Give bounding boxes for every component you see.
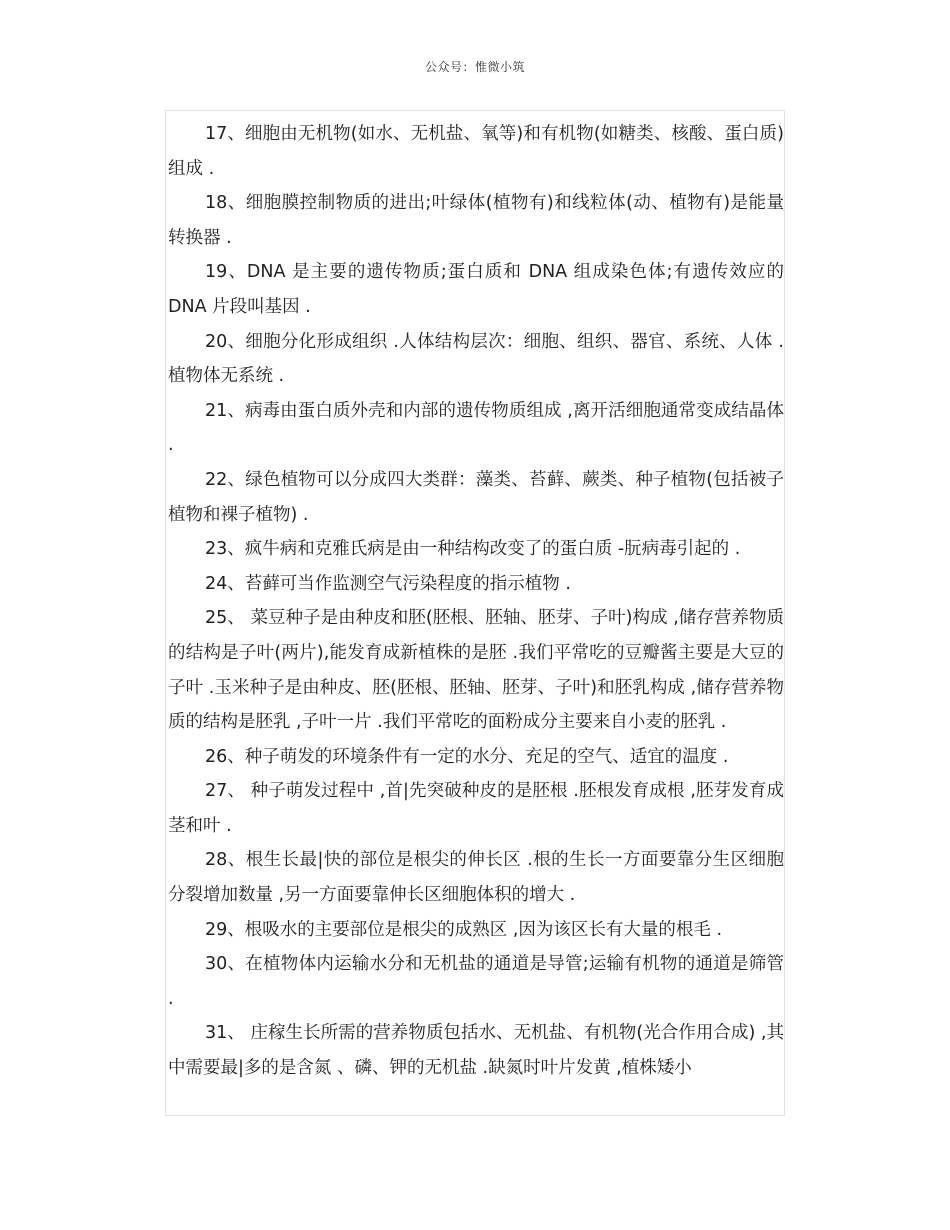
paragraph-list [168, 117, 784, 1086]
paragraph-29: 29、根吸水的主要部位是根尖的成熟区 ,因为该区长有大量的根毛 . [205, 919, 723, 940]
paragraph-24: 24、苔藓可当作监测空气污染程度的指示植物 . [205, 573, 571, 594]
content-box [165, 110, 785, 1116]
paragraph-18: 18、细胞膜控制物质的进出;叶绿体(植物有)和线粒体(动、植物有)是能量转换器 . [168, 193, 784, 248]
paragraph-31: 31、 庄稼生长所需的营养物质包括水、无机盐、有机物(光合作用合成) ,其中需要最|多的是含氮 、磷、钾的无机盐 .缺氮时叶片发黄 ,植株矮小 [168, 1023, 784, 1079]
paragraph-27: 27、 种子萌发过程中 ,首|先突破种皮的是胚根 .胚根发育成根 ,胚芽发育成茎和叶 . [168, 781, 784, 836]
paragraph-22: 22、绿色植物可以分成四大类群：藻类、苔藓、蕨类、种子植物(包括被子植物和裸子植物) . [168, 469, 784, 525]
page-header: 公众号：惟微小筑 [424, 60, 525, 74]
paragraph-19: 19、DNA 是主要的遗传物质;蛋白质和 DNA 组成染色体;有遗传效应的DNA 片段叫基因 . [168, 262, 784, 317]
paragraph-28: 28、根生长最|快的部位是根尖的伸长区 .根的生长一方面要靠分生区细胞分裂增加数量 ,另一方面要靠伸长区细胞体积的增大 . [168, 850, 784, 906]
paragraph-30: 30、在植物体内运输水分和无机盐的通道是导管;运输有机物的通道是筛管 . [168, 954, 784, 1009]
paragraph-25: 25、 菜豆种子是由种皮和胚(胚根、胚轴、胚芽、子叶)构成 ,储存营养物质的结构是子叶(两片),能发育成新植株的是胚 .我们平常吃的豆瓣酱主要是大豆的子叶 .玉米种子是由种皮、胚(胚根、胚轴、胚芽、子叶)和胚乳构成 ,储存营养物质的结构是胚乳 ,子叶一片 .我们平常吃的面粉成分主要来自小麦的胚乳 . [168, 608, 784, 733]
paragraph-26: 26、种子萌发的环境条件有一定的水分、充足的空气、适宜的温度 . [205, 746, 729, 767]
paragraph-20: 20、细胞分化形成组织 .人体结构层次：细胞、组织、器官、系统、人体 .植物体无系统 . [168, 331, 784, 387]
paragraph-23: 23、疯牛病和克雅氏病是由一种结构改变了的蛋白质 -朊病毒引起的 . [205, 539, 741, 560]
paragraph-21: 21、病毒由蛋白质外壳和内部的遗传物质组成 ,离开活细胞通常变成结晶体 . [168, 400, 784, 456]
paragraph-17: 17、细胞由无机物(如水、无机盐、氧等)和有机物(如糖类、核酸、蛋白质)组成 . [168, 124, 784, 179]
